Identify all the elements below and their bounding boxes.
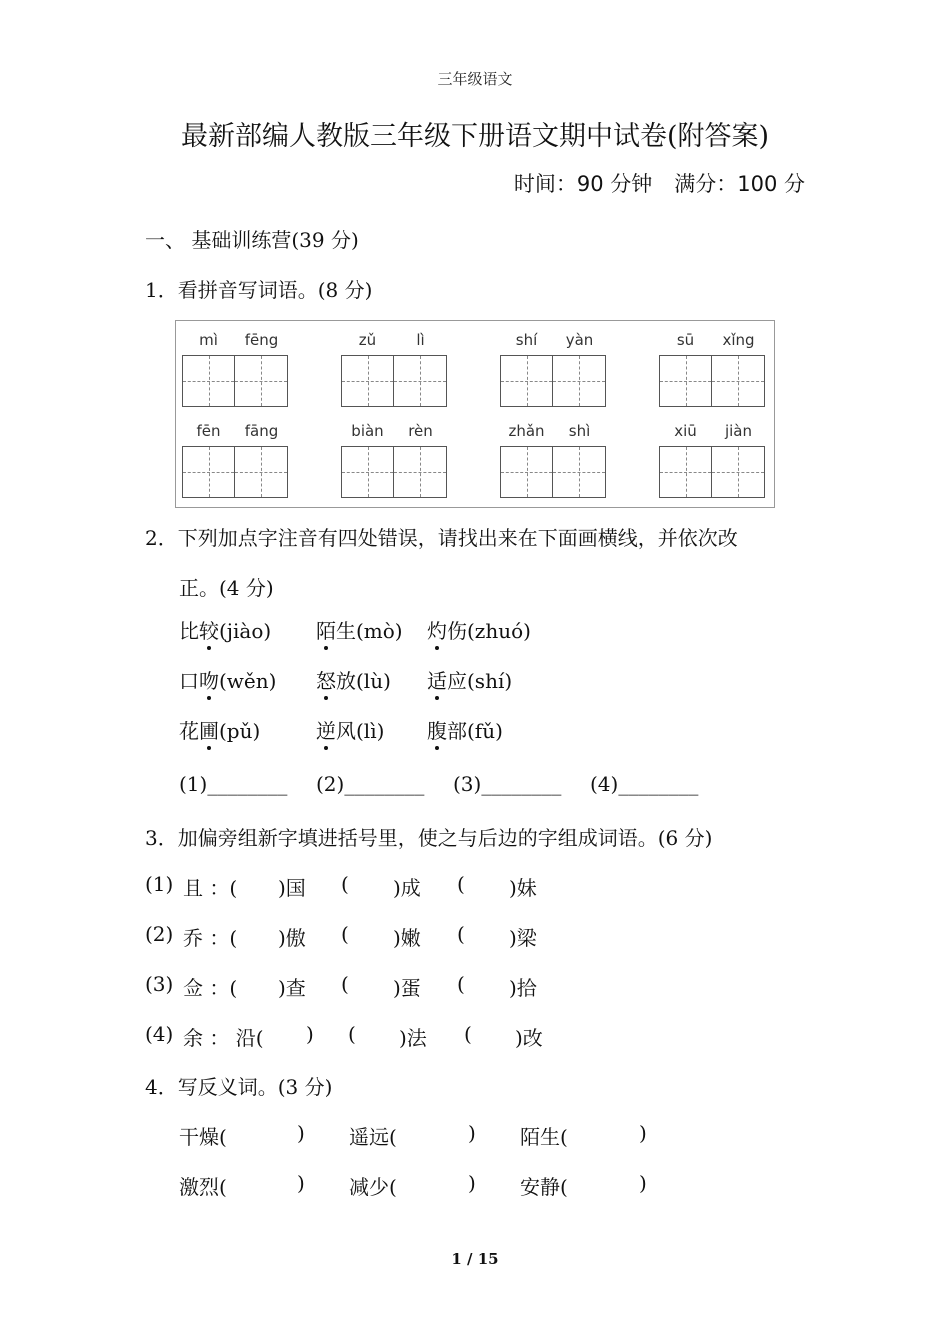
pinyin-word [659,422,765,504]
writing-cell[interactable] [394,446,447,498]
writing-cell[interactable] [500,355,553,407]
pinyin-syllable: xiū [674,422,697,440]
pinyin-syllable: shì [568,422,591,440]
q3-part: )成 [393,876,421,900]
q3-part: (2) [145,922,174,946]
time-limit: 时间：90 分钟 [513,172,653,196]
q2-label-line1: 2．下列加点字注音有四处错误，请找出来在下面画横线，并依次改 [145,526,738,550]
antonym-close-paren: ) [468,1121,476,1145]
q2-word-item: 口吻(wěn) [179,665,276,694]
pinyin-syllable: yàn [565,331,594,349]
q1-label: 1．看拼音写词语。(8 分) [145,278,373,302]
q3-part: )法 [399,1026,427,1050]
q2-word-item: 适应(shí) [427,665,512,694]
writing-cell[interactable] [659,355,712,407]
antonym-item: 干燥( [179,1125,227,1149]
q2-word-item: 比较(jiào) [179,615,271,644]
antonym-item: 陌生( [520,1125,568,1149]
q2-word-item: 逆风(lì) [316,715,384,744]
q3-part: ( [348,1022,356,1046]
page-header: 三年级语文 [437,70,513,88]
pinyin-syllable: shí [515,331,538,349]
antonym-close-paren: ) [297,1121,305,1145]
q3-part: (4) [145,1022,174,1046]
pinyin-word [500,422,606,504]
q3-part: 佥 ：( [183,976,238,1000]
pinyin-syllable: rèn [408,422,433,440]
q3-part: )拾 [509,976,537,1000]
antonym-close-paren: ) [639,1171,647,1195]
pinyin-word [182,422,288,504]
writing-cell[interactable] [235,355,288,407]
q2-word-item: 怒放(lù) [316,665,391,694]
q2-word-item: 陌生(mò) [316,615,403,644]
answer-blank[interactable]: (3)________ [453,772,562,796]
writing-cell[interactable] [712,446,765,498]
antonym-item: 激烈( [179,1175,227,1199]
writing-cell[interactable] [500,446,553,498]
antonym-close-paren: ) [297,1171,305,1195]
pinyin-syllable: xǐng [722,331,755,349]
q2-word-item: 灼伤(zhuó) [427,615,531,644]
q4-label: 4．写反义词。(3 分) [145,1075,333,1099]
writing-cell[interactable] [394,355,447,407]
antonym-close-paren: ) [468,1171,476,1195]
pinyin-syllable: mì [199,331,218,349]
pinyin-syllable: sū [676,331,695,349]
writing-cell[interactable] [659,446,712,498]
q3-part: ( [341,972,349,996]
section-heading: 一、 基础训练营(39 分) [145,228,359,252]
q3-part: )蛋 [393,976,421,1000]
pinyin-word [500,331,606,413]
q3-part: 乔 ：( [183,926,238,950]
q2-word-item: 腹部(fǔ) [427,715,503,744]
writing-cell[interactable] [553,446,606,498]
pinyin-syllable: biàn [351,422,384,440]
pinyin-syllable: fēn [196,422,221,440]
pinyin-syllable: lì [416,331,425,349]
q3-part: )傲 [278,926,306,950]
q3-part: ( [457,972,465,996]
time-info [514,168,805,198]
writing-cell[interactable] [182,355,235,407]
q3-part: )国 [278,876,306,900]
q3-part: )嫩 [393,926,421,950]
pinyin-word [182,331,288,413]
q3-part: ( [341,922,349,946]
page-title: 最新部编人教版三年级下册语文期中试卷(附答案) [180,121,770,152]
q3-part: 余 ： 沿( [183,1026,264,1050]
answer-blank[interactable]: (4)________ [590,772,699,796]
antonym-close-paren: ) [639,1121,647,1145]
antonym-item: 遥远( [349,1125,397,1149]
answer-blank[interactable]: (2)________ [316,772,425,796]
writing-cell[interactable] [712,355,765,407]
pinyin-syllable: fāng [244,422,279,440]
pinyin-word [659,331,765,413]
answer-blank[interactable]: (1)________ [179,772,288,796]
writing-cell[interactable] [182,446,235,498]
pinyin-grid [175,320,775,508]
pinyin-syllable: zhǎn [508,422,545,440]
pinyin-syllable: fēng [244,331,279,349]
q3-part: )梁 [509,926,537,950]
q3-part: ( [457,872,465,896]
q3-label: 3．加偏旁组新字填进括号里，使之与后边的字组成词语。(6 分) [145,826,713,850]
q3-part: 且 ：( [183,876,238,900]
writing-cell[interactable] [553,355,606,407]
writing-cell[interactable] [235,446,288,498]
q3-part: )改 [515,1026,543,1050]
full-score: 满分：100 分 [674,172,805,196]
pinyin-word [341,331,447,413]
antonym-item: 安静( [520,1175,568,1199]
pinyin-word [341,422,447,504]
writing-cell[interactable] [341,355,394,407]
q3-part: ) [306,1022,314,1046]
q3-part: )妹 [509,876,537,900]
q2-word-item: 花圃(pǔ) [179,715,260,744]
page-number: 1 / 15 [451,1250,499,1268]
q3-part: ( [341,872,349,896]
q3-part: )查 [278,976,306,1000]
q3-part: (3) [145,972,174,996]
q3-part: ( [464,1022,472,1046]
q3-part: (1) [145,872,174,896]
antonym-item: 减少( [349,1175,397,1199]
q3-part: ( [457,922,465,946]
writing-cell[interactable] [341,446,394,498]
pinyin-syllable: jiàn [724,422,753,440]
q2-label-line2: 正。(4 分) [179,576,274,600]
pinyin-syllable: zǔ [358,331,377,349]
